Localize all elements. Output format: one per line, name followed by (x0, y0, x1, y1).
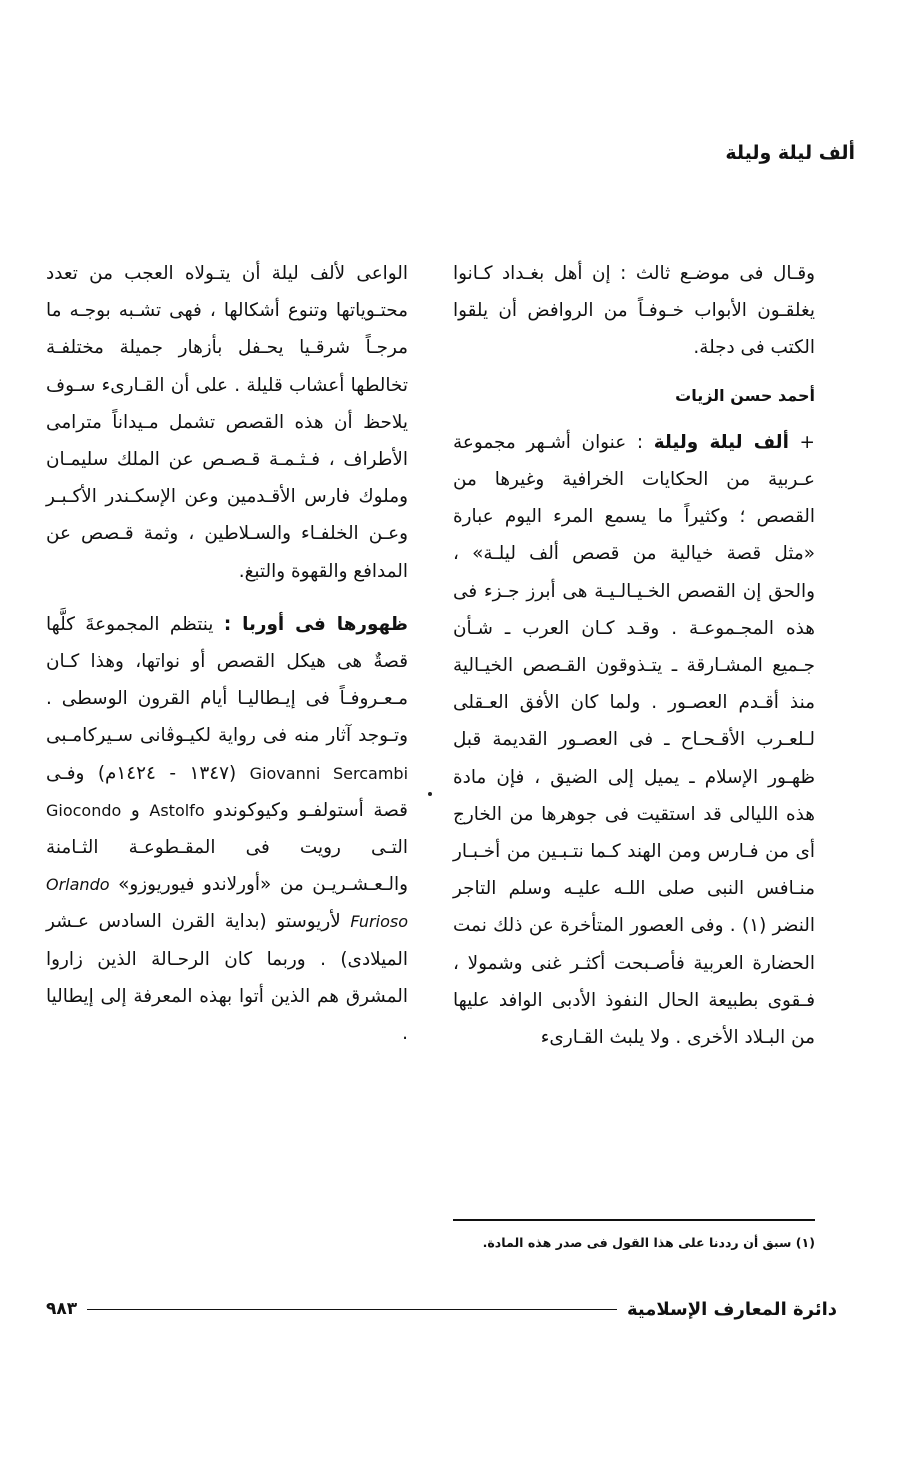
section-text-3: و (130, 799, 140, 821)
continuation-paragraph: الواعى لألف ليلة أن يتـولاه العجب من تعدد محتـوياتها وتنوع أشكالها ، فهى تشـبه بوجـه ما مرجـاً شرقـيا يحـفل بأزهار جميلة مختلفـة تخالطها أعشاب قليلة . على أن القـارىء سـوف يلاحظ أن هذه القصص تشمل مـيداناً مترامى الأطراف ، فـثـمـة قـصـص عن الملك سليمـان وملوك فارس الأقـدمين وعن الإسكـندر الأكـبـر وعـن الخلفـاء والسـلاطين ، وثمة قـصص عن المدافع والقهوة والتبغ. (46, 263, 408, 582)
latin-name-giocondo: Giocondo (46, 800, 122, 820)
section-text-1: ينتظم المجموعةَ كلَّها قصةٌ هى هيكل القصص أو نواتها، وهذا كـان مـعـروفـاً فى إيـطاليـا أيام القرون الوسطى . وتـوجد آثار منه فى رواية لكيـوڤانى سـيركامـبى (46, 613, 408, 747)
entry-text: : عنوان أشـهر مجموعة عـربية من الحكايات الخرافية وغيرها من القصص ؛ وكثيراً ما يسمع المرء اليوم عبارة «مثل قصة خيالية من قصص ألف ليلـة» ، والحق إن القصص الخـيـالـيـة هى أبرز جـزء فى هذه المجـموعـة . وقـد كـان العرب ـ شـأن جـميع المشـارقة ـ يتـذوقون القـصص الخيـالية منذ أقـدم العصـور . ولما كان الأفق العـقلى لـلعـرب الأقـحـاح ـ فى العصـور القديمة قبل ظهـور الإسلام ـ يميل إلى الضيق ، فإن مادة هذه الليالى قد استقيت فى جوهرها من الخارج أى من فـارس ومن الهند كـما نتـبـين من أخـبـار منـافس النبى صلى اللـه عليـه وسلم التاجر النضر (١) . وفى العصور المتأخرة عن ذلك نمت الحضارة العربية فأصـبحت أكثـر غنى وشمولا ، فـقوى بطبيعة الحال النفوذ الأدبى الوافد عليها من البـلاد الأخرى . ولا يلبث القـارىء (453, 431, 815, 1049)
right-column (453, 255, 815, 1056)
latin-name-astolfo: Astolfo (149, 800, 205, 820)
left-column (46, 255, 408, 1052)
footer-publication-title: دائرة المعارف الإسلامية (626, 1298, 837, 1320)
latin-title-orlando: Orlando Furioso (46, 875, 408, 932)
section-title: ظهورها فى أوربا : (223, 613, 408, 635)
section-text-4: التـى رويت فى المقـطوعـة الثـامنة والـعـشـريـن من «أورلاندو فيوريوزو» (46, 837, 408, 896)
page-number: ٩٨٣ (46, 1299, 78, 1319)
section-text-2: (١٣٤٧ - ١٤٢٤م) وفـى قصة أستولفـو وكيوكوندو (46, 762, 408, 821)
footnote-divider (453, 1219, 815, 1221)
running-head-title: ألف ليلة وليلة (725, 142, 855, 164)
entry-marker: + (799, 431, 815, 453)
footnote: (١) سبق أن رددنا على هذا القول فى صدر هذه المادة. (482, 1235, 815, 1250)
quote-paragraph: وقـال فى موضـع ثالث : إن أهل بغـداد كـانوا يغلقـون الأبواب خـوفـاً من الروافض أن يلقوا الكتب فى دجلة. (453, 263, 815, 359)
section-paragraph (46, 606, 408, 1052)
entry-paragraph (453, 424, 815, 1056)
footer-rule (87, 1309, 617, 1310)
stray-dot (428, 792, 432, 796)
page-footer (46, 1294, 837, 1324)
entry-headword: ألف ليلة وليلة (653, 431, 789, 453)
quote-author: أحمد حسن الزيات (675, 385, 815, 405)
latin-name-sercambi: Giovanni Sercambi (249, 763, 409, 783)
section-text-5: لأريوستو (بداية القرن السادس عـشر الميلادى) . وربما كان الرحـالة الذين زاروا المشرق هم الذين أتوا بهذه المعرفة إلى إيطاليا . (46, 911, 408, 1045)
